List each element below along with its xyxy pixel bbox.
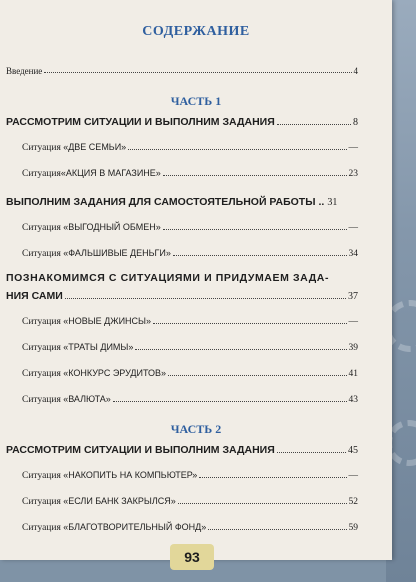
leader-dots: [163, 229, 347, 230]
part-1-heading: ЧАСТЬ 1: [170, 94, 222, 108]
toc-situation[interactable]: Ситуация «ЕСЛИ БАНК ЗАКРЫЛСЯ» 52: [22, 496, 358, 507]
page-ref: —: [348, 223, 358, 233]
leader-dots: [44, 72, 351, 73]
leader-dots: [168, 375, 346, 376]
toc-situation[interactable]: Ситуация «БЛАГОТВОРИТЕЛЬНЫЙ ФОНД» 59: [22, 522, 358, 533]
leader-dots: [135, 349, 346, 350]
page-ref: 4: [353, 66, 358, 76]
leader-dots: [178, 503, 347, 504]
toc-section[interactable]: РАССМОТРИМ СИТУАЦИИ И ВЫПОЛНИМ ЗАДАНИЯ 45: [6, 444, 358, 456]
leader-dots: [163, 175, 347, 176]
page-ref: 43: [348, 395, 358, 405]
page-ref: 23: [348, 169, 358, 179]
toc-situation[interactable]: Ситуация «ВЫГОДНЫЙ ОБМЕН» —: [22, 222, 358, 233]
toc-section[interactable]: РАССМОТРИМ СИТУАЦИИ И ВЫПОЛНИМ ЗАДАНИЯ 8: [6, 116, 358, 128]
leader-dots: [277, 452, 346, 453]
toc-section-line1[interactable]: ПОЗНАКОМИМСЯ С СИТУАЦИЯМИ И ПРИДУМАЕМ ЗАДА-: [6, 272, 330, 284]
part-2-heading: ЧАСТЬ 2: [170, 422, 222, 436]
page-number: 93: [170, 544, 214, 570]
toc-situation[interactable]: Ситуация «НОВЫЕ ДЖИНСЫ» —: [22, 316, 358, 327]
leader-dots: [128, 149, 346, 150]
toc-entry-intro[interactable]: Введение 4: [6, 66, 358, 76]
leader-dots: [277, 124, 351, 125]
page-ref: 52: [348, 497, 358, 507]
page-ref: 37: [348, 291, 358, 302]
leader-dots: [113, 401, 347, 402]
toc-section[interactable]: ВЫПОЛНИМ ЗАДАНИЯ ДЛЯ САМОСТОЯТЕЛЬНОЙ РАБОТЫ .. 31: [6, 196, 338, 208]
toc-situation[interactable]: Ситуация «ВАЛЮТА» 43: [22, 394, 358, 405]
toc-situation[interactable]: Ситуация «НАКОПИТЬ НА КОМПЬЮТЕР» —: [22, 470, 358, 481]
leader-dots: [65, 298, 346, 299]
toc-situation[interactable]: Ситуация «ФАЛЬШИВЫЕ ДЕНЬГИ» 34: [22, 248, 358, 259]
toc-situation[interactable]: Ситуация «КОНКУРС ЭРУДИТОВ» 41: [22, 368, 358, 379]
toc-section[interactable]: НИЯ САМИ 37: [6, 290, 358, 302]
page-ref: —: [348, 317, 358, 327]
toc-situation[interactable]: Ситуация «АКЦИЯ В МАГАЗИНЕ» 23: [22, 168, 358, 179]
toc-situation[interactable]: Ситуация «ТРАТЫ ДИМЫ» 39: [22, 342, 358, 353]
page-ref: 59: [348, 523, 358, 533]
page-ref: 8: [353, 117, 358, 128]
leader-dots: [199, 477, 346, 478]
page-ref: 34: [348, 249, 358, 259]
page-ref: —: [348, 471, 358, 481]
page-ref: 41: [348, 369, 358, 379]
leader-dots: [173, 255, 347, 256]
page-ref: —: [348, 143, 358, 153]
page-ref: 31: [327, 197, 338, 208]
page-ref: 45: [348, 445, 358, 456]
page-ref: 39: [348, 343, 358, 353]
leader-dots: [153, 323, 346, 324]
toc-situation[interactable]: Ситуация «ДВЕ СЕМЬИ» —: [22, 142, 358, 153]
leader-dots: [208, 529, 346, 530]
contents-title: СОДЕРЖАНИЕ: [142, 24, 250, 39]
